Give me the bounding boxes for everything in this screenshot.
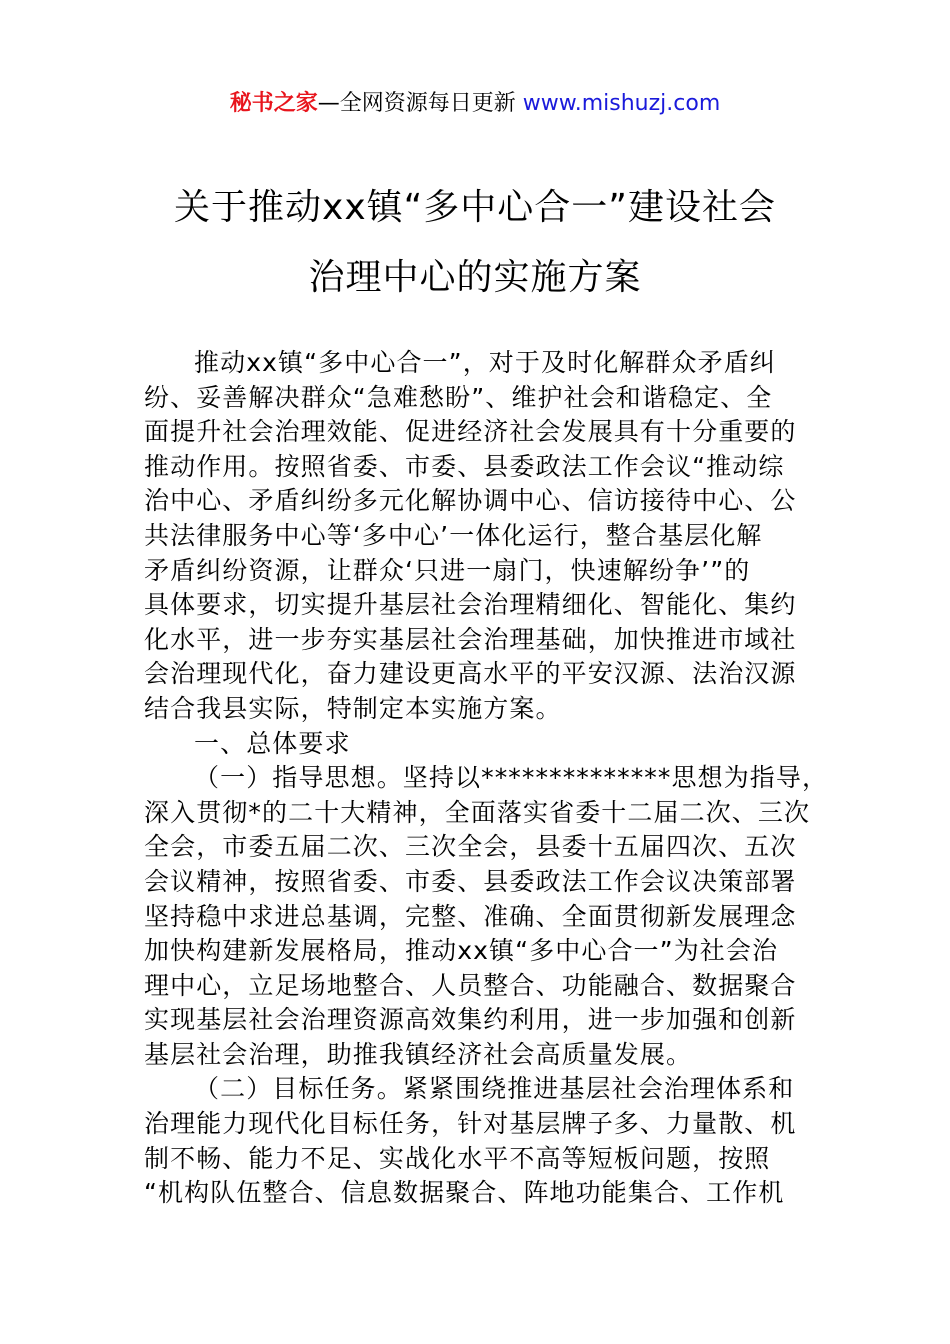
body-line: 坚持稳中求进总基调，完整、准确、全面贯彻新发展理念 [144, 901, 797, 931]
site-url-link[interactable]: www.mishuzj.com [522, 91, 721, 116]
site-tagline: 全网资源每日更新 [339, 91, 516, 116]
body-line: 基层社会治理，助推我镇经济社会高质量发展。 [144, 1039, 693, 1069]
body-line: 纷、妥善解决群众“急难愁盼”、维护社会和谐稳定、全 [144, 382, 773, 412]
body-line: 深入贯彻*的二十大精神，全面落实省委十二届二次、三次 [144, 797, 811, 827]
body-line: 理中心，立足场地整合、人员整合、功能融合、数据聚合 [144, 970, 797, 1000]
body-line: （二）目标任务。紧紧围绕推进基层社会治理体系和 [194, 1074, 795, 1104]
body-line: 推动作用。按照省委、市委、县委政法工作会议“推动综 [144, 451, 785, 481]
body-line: 加快构建新发展格局，推动xx镇“多中心合一”为社会治 [144, 936, 779, 966]
body-line: 面提升社会治理效能、促进经济社会发展具有十分重要的 [144, 417, 797, 447]
document-title-line-2: 治理中心的实施方案 [308, 257, 642, 298]
site-brand: 秘书之家 [229, 91, 318, 116]
body-line: 实现基层社会治理资源高效集约利用，进一步加强和创新 [144, 1005, 797, 1035]
body-line: 推动xx镇“多中心合一”，对于及时化解群众矛盾纠 [194, 348, 776, 377]
body-line: 会治理现代化，奋力建设更高水平的平安汉源、法治汉源 [144, 659, 797, 689]
body-line: 具体要求，切实提升基层社会治理精细化、智能化、集约 [144, 590, 797, 620]
body-line: 治中心、矛盾纠纷多元化解协调中心、信访接待中心、公 [144, 486, 797, 516]
section-heading: 一、总体要求 [194, 728, 351, 758]
header-dash: — [317, 91, 340, 116]
body-line: 矛盾纠纷资源，让群众‘只进一扇门，快速解纷争’”的 [144, 555, 751, 585]
site-header [0, 88, 950, 120]
document-body [144, 346, 829, 1211]
body-line: （一）指导思想。坚持以**************思想为指导， [194, 763, 829, 793]
body-line: 共法律服务中心等‘多中心’一体化运行，整合基层化解 [144, 520, 763, 550]
body-line: “机构队伍整合、信息数据聚合、阵地功能集合、工作机 [144, 1178, 785, 1208]
body-line: 制不畅、能力不足、实战化水平不高等短板问题，按照 [144, 1143, 771, 1173]
body-line: 治理能力现代化目标任务，针对基层牌子多、力量散、机 [144, 1109, 797, 1139]
body-line: 全会，市委五届二次、三次全会，县委十五届四次、五次 [144, 832, 797, 862]
body-line: 化水平，进一步夯实基层社会治理基础，加快推进市域社 [144, 624, 797, 654]
body-line: 会议精神，按照省委、市委、县委政法工作会议决策部署 [144, 866, 797, 896]
document-title-line-1: 关于推动xx镇“多中心合一”建设社会 [174, 187, 776, 228]
body-line: 结合我县实际，特制定本实施方案。 [144, 693, 562, 723]
